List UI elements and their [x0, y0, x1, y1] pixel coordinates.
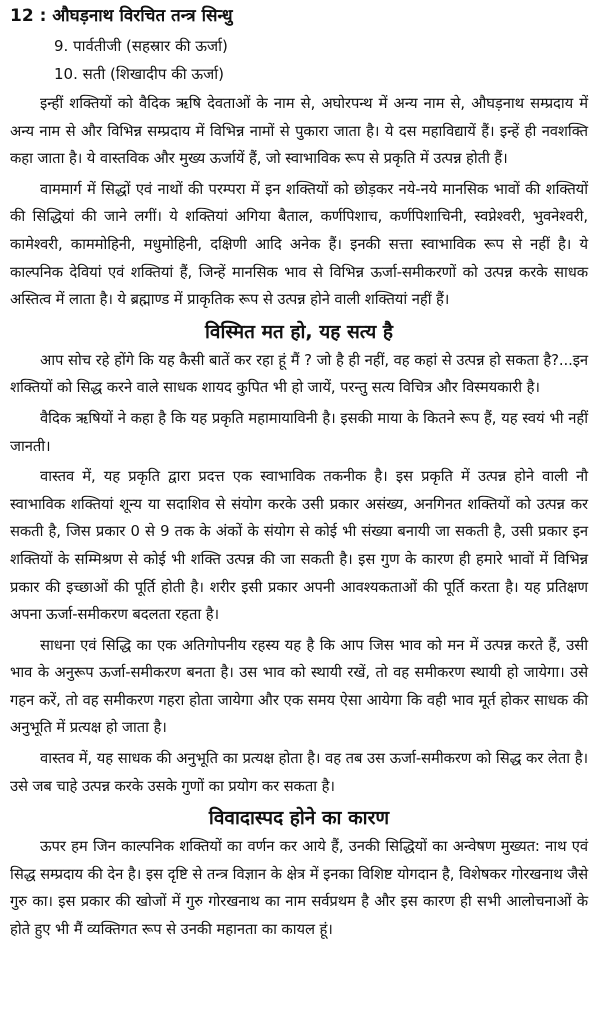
section-heading: विवादास्पद होने का कारण: [208, 807, 390, 830]
paragraph: वास्तव में, यह साधक की अनुभूति का प्रत्यक्ष होता है। वह तब उस ऊर्जा-समीकरण को सिद्ध कर लेता है। उसे जब चाहे उत्पन्न करके उसके गुणों का प्रयोग कर सकता है।: [10, 750, 588, 795]
paragraph: वास्तव में, यह प्रकृति द्वारा प्रदत्त एक स्वाभाविक तकनीक है। इस प्रकृति में उत्पन्न होने वाली नौ स्वाभाविक शक्तियां शून्य या सदाशिव से संयोग करके उसी प्रकार असंख्य, अनगिनत शक्तियों को उत्पन्न कर सकती है, जिस प्रकार 0 से 9 तक के अंकों के संयोग से कोई भी संख्या बनायी जा सकती है, उसी प्रकार इन शक्तियों के सम्मिश्रण से कोई भी शक्ति उत्पन्न की जा सकती है। इस गुण के कारण ही हमारे भावों में विभिन्न प्रकार की इच्छाओं की पूर्ति होती है। शरीर इसी प्रकार अपनी आवश्यकताओं की पूर्ति करता है। यह प्रतिक्षण अपना ऊर्जा-समीकरण बदलता रहता है।: [10, 468, 588, 624]
section-vivadaspad: [10, 803, 588, 943]
paragraph: ऊपर हम जिन काल्पनिक शक्तियों का वर्णन कर आये हैं, उनकी सिद्धियों का अन्वेषण मुख्यत: नाथ एवं सिद्ध सम्प्रदाय की देन है। इस दृष्टि से तन्त्र विज्ञान के क्षेत्र में इनका विशिष्ट योगदान है, विशेषकर गोरखनाथ जैसे गुरु का। इस प्रकार की खोजों में गुरु गोरखनाथ का नाम सर्वप्रथम है और इस कारण ही सभी आलोचनाओं के होते हुए भी मैं व्यक्तिगत रूप से उनकी महानता का कायल हूं।: [10, 838, 588, 939]
paragraph: आप सोच रहे होंगे कि यह कैसी बातें कर रहा हूं मैं ? जो है ही नहीं, वह कहां से उत्पन्न हो सकता है?...इन शक्तियों को सिद्ध करने वाले साधक शायद कुपित भी हो जायें, परन्तु सत्य विचित्र और विस्मयकारी है।: [10, 351, 588, 397]
section-intro: [10, 90, 588, 314]
shakti-list: [10, 32, 588, 88]
page-header: 12 : औघड़नाथ विरचित तन्त्र सिन्धु: [10, 6, 233, 26]
section-vismit: [10, 317, 588, 801]
paragraph: वैदिक ऋषियों ने कहा है कि यह प्रकृति महामायाविनी है। इसकी माया के कितने रूप हैं, यह स्वयं भी नहीं जानती।: [10, 409, 588, 455]
section-heading: विस्मित मत हो, यह सत्य है: [204, 320, 394, 343]
list-item: 9. पार्वतीजी (सहस्रार की ऊर्जा): [54, 37, 228, 55]
paragraph: वाममार्ग में सिद्धों एवं नाथों की परम्परा में इन शक्तियों को छोड़कर नये-नये मानसिक भावों की शक्तियों की सिद्धियां की जाने लगीं। ये शक्तियां अगिया बैताल, कर्णपिशाच, कर्णपिशाचिनी, स्वप्नेश्वरी, भुवनेश्वरी, कामेश्वरी, काममोहिनी, मधुमोहिनी, दक्षिणी आदि अनेक हैं। इनकी सत्ता स्वाभाविक रूप से नहीं है। ये काल्पनिक देवियां एवं शक्तियां हैं, जिन्हें मानसिक भाव से विभिन्न ऊर्जा-समीकरणों को उत्पन्न करके साधक अस्तित्व में लाता है। ये ब्रह्माण्ड में प्राकृतिक रूप से उत्पन्न होने वाली शक्तियां नहीं हैं।: [10, 180, 588, 309]
list-item: 10. सती (शिखादीप की ऊर्जा): [54, 65, 225, 83]
paragraph: इन्हीं शक्तियों को वैदिक ऋषि देवताओं के नाम से, अघोरपन्थ में अन्य नाम से, औघड़नाथ सम्प्रदाय में अन्य नाम से और विभिन्न सम्प्रदाय में विभिन्न नामों से पुकारा जाता है। ये दस महाविद्यायें हैं। इन्हें ही नवशक्ति कहा जाता है। ये वास्तविक और मुख्य ऊर्जायें हैं, जो स्वाभाविक रूप से प्रकृति में उत्पन्न होती हैं।: [10, 95, 588, 168]
paragraph: साधना एवं सिद्धि का एक अतिगोपनीय रहस्य यह है कि आप जिस भाव को मन में उत्पन्न करते हैं, उसी भाव के अनुरूप ऊर्जा-समीकरण बनता है। उस भाव को स्थायी रखें, तो वह समीकरण स्थायी हो जायेगा। उसे गहन करें, तो वह समीकरण गहरा होता जायेगा और एक समय ऐसा आयेगा कि वही भाव मूर्त होकर साधक की अनुभूति में प्रत्यक्ष हो जाता है।: [10, 636, 588, 737]
